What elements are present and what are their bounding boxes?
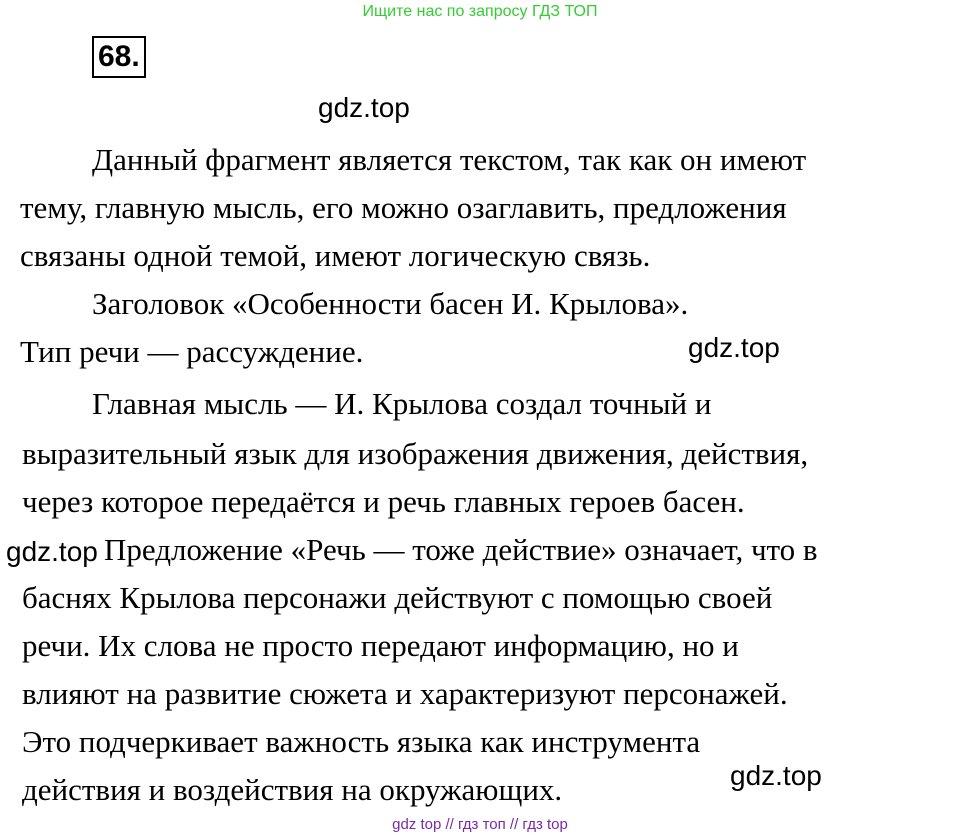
watermark: gdz.top [730,760,822,791]
answer-text-line: речи. Их слова не просто передают информацию, но и [22,628,739,663]
answer-text-line: тему, главную мысль, его можно озаглавить, предложения [20,190,787,225]
answer-text-line: связаны одной темой, имеют логическую связь. [20,238,651,273]
answer-text-line: через которое передаётся и речь главных героев басен. [22,484,745,519]
answer-text-line: Заголовок «Особенности басен И. Крылова». [92,286,689,321]
task-number-box: 68. [92,36,146,78]
answer-text-line: действия и воздействия на окружающих. [22,772,563,807]
top-banner: Ищите нас по запросу ГДЗ ТОП [362,3,598,20]
answer-text-line: Предложение «Речь — тоже действие» означает, что в [104,532,818,567]
answer-text-line: Это подчеркивает важность языка как инструмента [22,724,701,759]
watermark: gdz.top [6,536,98,567]
answer-text-line: выразительный язык для изображения движения, действия, [22,436,809,471]
answer-text-line: баснях Крылова персонажи действуют с помощью своей [22,580,773,615]
answer-text-line: Главная мысль — И. Крылова создал точный и [92,386,712,421]
answer-text-line: влияют на развитие сюжета и характеризуют персонажей. [22,676,788,711]
watermark: gdz.top [318,92,410,123]
answer-text-line: Тип речи — рассуждение. [20,334,364,369]
footer-watermark: gdz top // гдз топ // гдз top [392,816,568,833]
watermark: gdz.top [688,332,780,363]
answer-text-line: Данный фрагмент является текстом, так как он имеют [92,142,807,177]
